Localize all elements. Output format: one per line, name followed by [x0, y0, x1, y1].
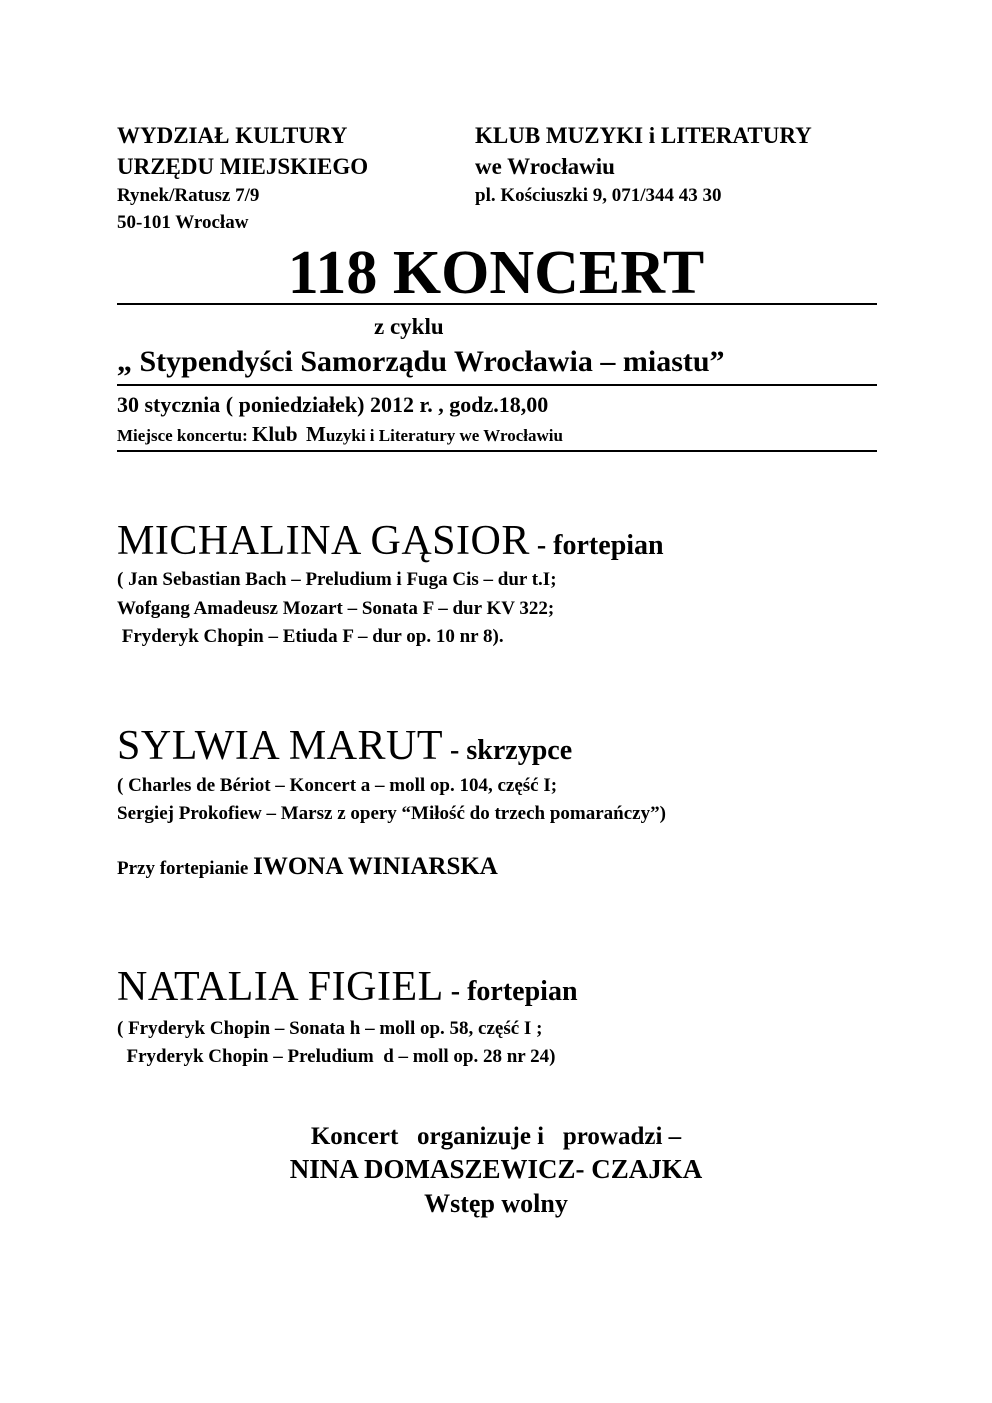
performer-3-repertoire-2: Fryderyk Chopin – Preludium d – moll op. 28 nr 24) [117, 1046, 556, 1067]
accompanist-label: Przy fortepianie [117, 858, 254, 879]
performer-3-repertoire-1: ( Fryderyk Chopin – Sonata h – moll op. 58, część I ; [117, 1018, 543, 1039]
concert-date: 30 stycznia ( poniedziałek) 2012 r. , godz.18,00 [117, 392, 549, 417]
organizer-left-line-1: WYDZIAŁ KULTURY [117, 123, 348, 148]
organizer-right-address: pl. Kościuszki 9, 071/344 43 30 [475, 185, 722, 206]
organizer-right-line-1: KLUB MUZYKI i LITERATURY [475, 123, 812, 148]
footer-organizer-name: NINA DOMASZEWICZ- CZAJKA [289, 1154, 703, 1184]
divider-under-cycle [117, 384, 877, 386]
performer-1-repertoire-2: Wofgang Amadeusz Mozart – Sonata F – dur KV 322; [117, 598, 555, 619]
performer-name: SYLWIA MARUT [117, 723, 444, 769]
performer-instrument: - skrzypce [443, 735, 573, 766]
footer-admission: Wstęp wolny [424, 1189, 568, 1218]
concert-place [117, 422, 563, 447]
place-rest: uzyki i Literatury we Wrocławiu [325, 426, 563, 445]
performer-1-heading [117, 517, 664, 565]
divider-under-title [117, 303, 877, 305]
place-m: M [306, 422, 326, 446]
performer-name: MICHALINA GĄSIOR [117, 518, 530, 564]
divider-under-place [117, 450, 877, 452]
organizer-left-address: Rynek/Ratusz 7/9 [117, 185, 260, 206]
performer-2-repertoire-1: ( Charles de Bériot – Koncert a – moll op. 104, część I; [117, 775, 558, 796]
organizer-left-postcode: 50-101 Wrocław [117, 212, 249, 233]
organizer-right-line-2: we Wrocławiu [475, 154, 615, 179]
place-club: Klub [252, 422, 298, 446]
performer-3-heading [117, 963, 578, 1011]
concert-title: 118 KONCERT [287, 239, 705, 307]
cycle-name: „ Stypendyści Samorządu Wrocławia – miastu” [117, 345, 725, 378]
cycle-label: z cyklu [374, 314, 444, 339]
performer-instrument: - fortepian [529, 530, 664, 561]
footer-organizer-label: Koncert organizuje i prowadzi – [310, 1123, 682, 1150]
performer-1-repertoire-3: Fryderyk Chopin – Etiuda F – dur op. 10 nr 8). [117, 626, 504, 647]
performer-name: NATALIA FIGIEL [117, 964, 444, 1010]
accompanist-name: IWONA WINIARSKA [253, 853, 498, 880]
performer-instrument: - fortepian [443, 976, 578, 1007]
performer-2-repertoire-2: Sergiej Prokofiew – Marsz z opery “Miłość do trzech pomarańczy”) [117, 803, 666, 824]
place-prefix: Miejsce koncertu: [117, 426, 253, 445]
performer-2-heading [117, 722, 572, 770]
organizer-left-line-2: URZĘDU MIEJSKIEGO [117, 154, 369, 179]
accompanist-line [117, 853, 498, 881]
performer-1-repertoire-1: ( Jan Sebastian Bach – Preludium i Fuga Cis – dur t.I; [117, 569, 557, 590]
